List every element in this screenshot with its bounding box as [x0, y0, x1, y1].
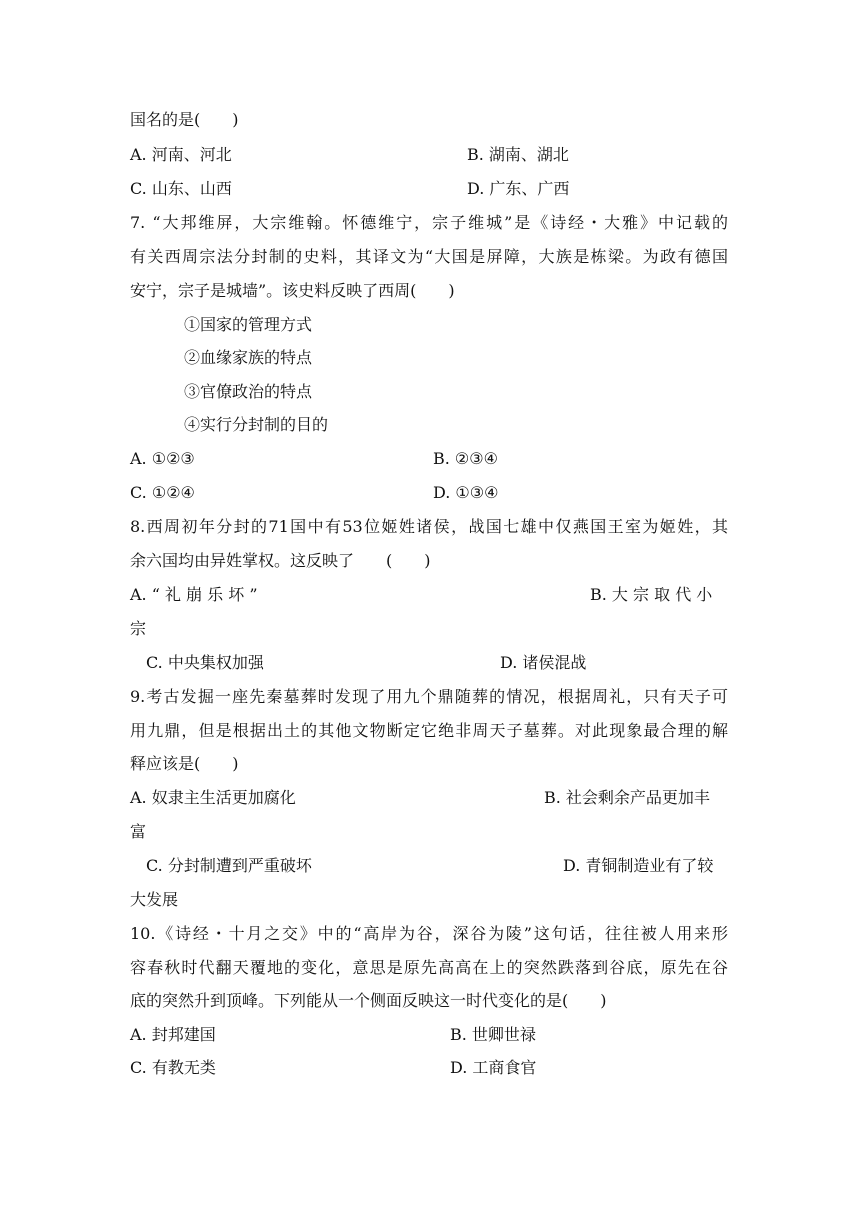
- q9-option-a: A. 奴隶主生活更加腐化: [130, 788, 296, 807]
- q8-option-c: C. 中央集权加强: [146, 653, 264, 672]
- q10-stem-line-3: 底的突然升到顶峰。下列能从一个侧面反映这一时代变化的是( ): [130, 991, 607, 1010]
- q7-option-c: C. ①②④: [130, 483, 195, 502]
- q10-option-a: A. 封邦建国: [130, 1025, 216, 1044]
- q8-stem-line-2: 余六国均由异姓掌权。这反映了 ( ): [130, 551, 431, 570]
- q10-option-b: B. 世卿世禄: [450, 1025, 536, 1044]
- q9-option-b: B. 社会剩余产品更加丰: [544, 788, 710, 807]
- q6-option-a: A. 河南、河北: [130, 145, 232, 164]
- q7-stem-line-3: 安宁，宗子是城墙”。该史料反映了西周( ): [130, 281, 455, 300]
- q9-option-c: C. 分封制遭到严重破坏: [146, 856, 312, 875]
- q7-item-1: ①国家的管理方式: [184, 315, 313, 334]
- q8-stem-line-1: 8.西周初年分封的71国中有53位姬姓诸侯，战国七雄中仅燕国王室为姬姓，其: [130, 517, 728, 536]
- q10-option-d: D. 工商食官: [450, 1058, 537, 1077]
- q6-stem-tail: 国名的是( ): [130, 110, 239, 129]
- q6-option-c: C. 山东、山西: [130, 179, 232, 198]
- q8-option-a: A. “ 礼 崩 乐 坏 ”: [130, 585, 258, 604]
- q7-option-a: A. ①②③: [130, 449, 195, 468]
- q7-option-b: B. ②③④: [433, 449, 498, 468]
- q7-item-4: ④实行分封制的目的: [184, 415, 329, 434]
- q7-item-2: ②血缘家族的特点: [184, 348, 313, 367]
- q10-stem-line-1: 10.《诗经・十月之交》中的“高岸为谷，深谷为陵”这句话，往往被人用来形: [130, 924, 728, 943]
- q10-option-c: C. 有教无类: [130, 1058, 216, 1077]
- q9-stem-line-1: 9.考古发掘一座先秦墓葬时发现了用九个鼎随葬的情况，根据周礼，只有天子可: [130, 687, 728, 706]
- q9-option-b-wrap: 富: [130, 822, 147, 841]
- q7-stem-line-2: 有关西周宗法分封制的史料，其译文为“大国是屏障，大族是栋梁。为政有德国: [130, 247, 728, 266]
- q6-option-b: B. 湖南、湖北: [467, 145, 569, 164]
- q8-option-b: B. 大 宗 取 代 小: [590, 585, 713, 604]
- q7-stem-line-1: 7. “大邦维屏，大宗维翰。怀德维宁，宗子维城”是《诗经・大雅》中记载的: [130, 213, 728, 232]
- q7-option-d: D. ①③④: [433, 483, 499, 502]
- q9-stem-line-3: 释应该是( ): [130, 754, 239, 773]
- q9-option-d-wrap: 大发展: [130, 890, 179, 909]
- q9-option-d: D. 青铜制造业有了较: [563, 856, 714, 875]
- q8-option-d: D. 诸侯混战: [500, 653, 587, 672]
- q7-item-3: ③官僚政治的特点: [184, 382, 313, 401]
- q8-option-b-wrap: 宗: [130, 619, 147, 638]
- q6-option-d: D. 广东、广西: [467, 179, 570, 198]
- q9-stem-line-2: 用九鼎，但是根据出土的其他文物断定它绝非周天子墓葬。对此现象最合理的解: [130, 721, 728, 740]
- q10-stem-line-2: 容春秋时代翻天覆地的变化，意思是原先高高在上的突然跌落到谷底，原先在谷: [130, 958, 728, 977]
